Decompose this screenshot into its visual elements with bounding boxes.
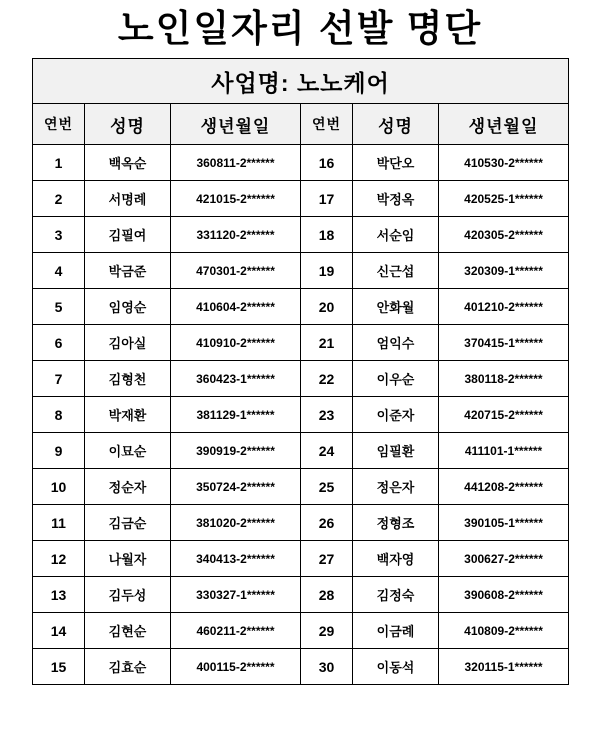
cell-name-right: 이금례 xyxy=(353,613,439,649)
cell-no-right: 23 xyxy=(301,397,353,433)
cell-birth-right: 420525-1****** xyxy=(439,181,569,217)
table-row xyxy=(33,289,569,325)
column-header-name-right: 성명 xyxy=(353,104,439,145)
cell-birth-right: 390608-2****** xyxy=(439,577,569,613)
cell-no-left: 2 xyxy=(33,181,85,217)
cell-birth-left: 410910-2****** xyxy=(171,325,301,361)
cell-name-left: 김현순 xyxy=(85,613,171,649)
cell-no-left: 1 xyxy=(33,145,85,181)
cell-birth-right: 410809-2****** xyxy=(439,613,569,649)
table-row xyxy=(33,613,569,649)
cell-name-right: 신근섭 xyxy=(353,253,439,289)
cell-name-right: 서순임 xyxy=(353,217,439,253)
cell-no-left: 12 xyxy=(33,541,85,577)
table-row xyxy=(33,649,569,685)
table-row xyxy=(33,397,569,433)
cell-name-right: 엄익수 xyxy=(353,325,439,361)
table-row xyxy=(33,145,569,181)
cell-no-right: 17 xyxy=(301,181,353,217)
column-header-no-right: 연번 xyxy=(301,104,353,145)
cell-name-left: 김형천 xyxy=(85,361,171,397)
column-header-birth-right: 생년월일 xyxy=(439,104,569,145)
cell-name-left: 김필여 xyxy=(85,217,171,253)
cell-birth-left: 421015-2****** xyxy=(171,181,301,217)
cell-no-right: 22 xyxy=(301,361,353,397)
cell-no-left: 14 xyxy=(33,613,85,649)
cell-name-left: 김금순 xyxy=(85,505,171,541)
cell-name-left: 임영순 xyxy=(85,289,171,325)
cell-birth-left: 470301-2****** xyxy=(171,253,301,289)
cell-birth-right: 370415-1****** xyxy=(439,325,569,361)
cell-birth-left: 330327-1****** xyxy=(171,577,301,613)
table-row xyxy=(33,217,569,253)
cell-name-left: 김두성 xyxy=(85,577,171,613)
table-row xyxy=(33,541,569,577)
cell-no-left: 8 xyxy=(33,397,85,433)
table-row xyxy=(33,361,569,397)
cell-name-right: 임필환 xyxy=(353,433,439,469)
table-row xyxy=(33,253,569,289)
cell-no-right: 29 xyxy=(301,613,353,649)
cell-birth-right: 380118-2****** xyxy=(439,361,569,397)
cell-name-left: 박금준 xyxy=(85,253,171,289)
table-row xyxy=(33,181,569,217)
cell-no-right: 26 xyxy=(301,505,353,541)
cell-name-right: 이준자 xyxy=(353,397,439,433)
cell-name-left: 서명례 xyxy=(85,181,171,217)
cell-name-right: 백자영 xyxy=(353,541,439,577)
cell-no-left: 9 xyxy=(33,433,85,469)
cell-birth-left: 460211-2****** xyxy=(171,613,301,649)
cell-name-right: 박정옥 xyxy=(353,181,439,217)
cell-birth-left: 390919-2****** xyxy=(171,433,301,469)
program-name-cell: 사업명: 노노케어 xyxy=(33,59,569,104)
cell-birth-right: 420305-2****** xyxy=(439,217,569,253)
cell-no-right: 16 xyxy=(301,145,353,181)
cell-name-left: 박재환 xyxy=(85,397,171,433)
cell-no-right: 19 xyxy=(301,253,353,289)
cell-no-right: 18 xyxy=(301,217,353,253)
cell-no-right: 24 xyxy=(301,433,353,469)
cell-no-right: 30 xyxy=(301,649,353,685)
cell-no-left: 4 xyxy=(33,253,85,289)
cell-name-right: 이동석 xyxy=(353,649,439,685)
cell-no-left: 11 xyxy=(33,505,85,541)
cell-name-right: 정형조 xyxy=(353,505,439,541)
cell-birth-right: 320115-1****** xyxy=(439,649,569,685)
table-header-row xyxy=(33,104,569,145)
cell-birth-left: 331120-2****** xyxy=(171,217,301,253)
cell-no-left: 6 xyxy=(33,325,85,361)
cell-birth-left: 381020-2****** xyxy=(171,505,301,541)
cell-birth-right: 390105-1****** xyxy=(439,505,569,541)
cell-name-right: 이우순 xyxy=(353,361,439,397)
cell-birth-left: 360811-2****** xyxy=(171,145,301,181)
cell-birth-right: 441208-2****** xyxy=(439,469,569,505)
cell-birth-right: 410530-2****** xyxy=(439,145,569,181)
cell-name-right: 안화월 xyxy=(353,289,439,325)
cell-no-right: 21 xyxy=(301,325,353,361)
cell-no-left: 10 xyxy=(33,469,85,505)
cell-name-left: 김효순 xyxy=(85,649,171,685)
roster-table-container xyxy=(0,58,600,685)
roster-table xyxy=(32,58,569,685)
cell-no-right: 20 xyxy=(301,289,353,325)
table-row xyxy=(33,577,569,613)
cell-birth-left: 400115-2****** xyxy=(171,649,301,685)
cell-no-right: 28 xyxy=(301,577,353,613)
cell-no-left: 13 xyxy=(33,577,85,613)
table-row xyxy=(33,433,569,469)
page-title: 노인일자리 선발 명단 xyxy=(117,8,483,49)
cell-birth-right: 401210-2****** xyxy=(439,289,569,325)
column-header-name-left: 성명 xyxy=(85,104,171,145)
program-name-row xyxy=(33,59,569,104)
cell-no-right: 25 xyxy=(301,469,353,505)
cell-no-left: 15 xyxy=(33,649,85,685)
table-row xyxy=(33,505,569,541)
cell-birth-right: 411101-1****** xyxy=(439,433,569,469)
cell-name-left: 정순자 xyxy=(85,469,171,505)
cell-no-left: 7 xyxy=(33,361,85,397)
cell-birth-right: 300627-2****** xyxy=(439,541,569,577)
cell-name-left: 이묘순 xyxy=(85,433,171,469)
column-header-no-left: 연번 xyxy=(33,104,85,145)
table-row xyxy=(33,325,569,361)
cell-name-right: 박단오 xyxy=(353,145,439,181)
cell-name-left: 백옥순 xyxy=(85,145,171,181)
cell-no-right: 27 xyxy=(301,541,353,577)
cell-name-left: 김아실 xyxy=(85,325,171,361)
cell-birth-left: 410604-2****** xyxy=(171,289,301,325)
cell-birth-left: 340413-2****** xyxy=(171,541,301,577)
cell-no-left: 3 xyxy=(33,217,85,253)
cell-name-right: 정은자 xyxy=(353,469,439,505)
table-row xyxy=(33,469,569,505)
cell-birth-left: 381129-1****** xyxy=(171,397,301,433)
cell-name-right: 김정숙 xyxy=(353,577,439,613)
cell-birth-right: 320309-1****** xyxy=(439,253,569,289)
cell-birth-left: 360423-1****** xyxy=(171,361,301,397)
cell-name-left: 나월자 xyxy=(85,541,171,577)
column-header-birth-left: 생년월일 xyxy=(171,104,301,145)
cell-birth-left: 350724-2****** xyxy=(171,469,301,505)
cell-birth-right: 420715-2****** xyxy=(439,397,569,433)
cell-no-left: 5 xyxy=(33,289,85,325)
